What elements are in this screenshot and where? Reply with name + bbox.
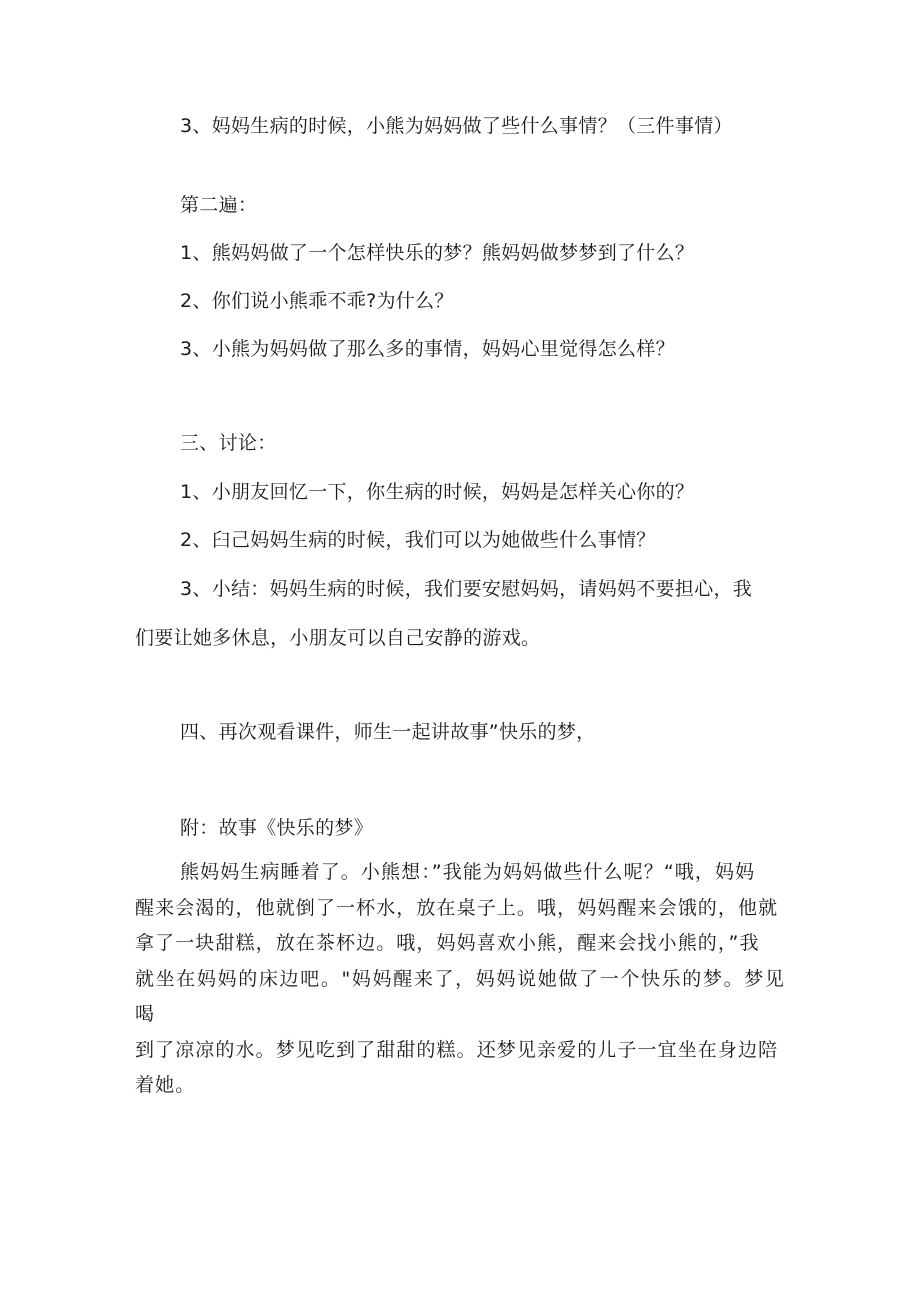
discussion-heading: 三、讨论： (180, 432, 277, 454)
question-mother-sick-what-did-bear-do: 3、妈妈生病的时候，小熊为妈妈做了些什么事情？（三件事情） (180, 115, 733, 137)
story-line: 熊妈妈生病睡着了。小熊想：”我能为妈妈做些什么呢？“哦，妈妈 (180, 861, 756, 883)
discussion-summary-line-2: 们要让她多休息，小朋友可以自己安静的游戏。 (135, 627, 541, 649)
story-paragraph (135, 855, 785, 1104)
story-line: 到了凉凉的水。梦见吃到了甜甜的糕。还梦见亲爱的儿子一宜坐在身边陪 (135, 1038, 779, 1061)
story-line: 就坐在妈妈的床边吧。"妈妈醒来了，妈妈说她做了一个快乐的梦。梦见喝 (135, 967, 785, 1025)
discussion-question-1: 1、小朋友回忆一下，你生病的时候，妈妈是怎样关心你的？ (180, 481, 695, 503)
appendix-heading: 附：故事《快乐的梦》 (180, 817, 374, 839)
discussion-summary-line-1: 3、小结：妈妈生病的时候，我们要安慰妈妈，请妈妈不要担心，我 (180, 578, 753, 600)
story-line: 着她。 (135, 1074, 196, 1096)
step-four-text: 四、再次观看课件，师生一起讲故事”快乐的梦， (180, 721, 596, 743)
discussion-question-2: 2、臼己妈妈生病的时候，我们可以为她做些什么事情？ (180, 529, 656, 551)
second-reading-question-1: 1、熊妈妈做了一个怎样快乐的梦？熊妈妈做梦梦到了什么？ (180, 242, 695, 264)
story-line: 拿了一块甜糕，放在茶杯边。哦，妈妈喜欢小熊，醒来会找小熊的，”我 (135, 932, 760, 954)
second-reading-question-2: 2、你们说小熊乖不乖?为什么？ (180, 290, 454, 312)
story-line: 醒来会渴的，他就倒了一杯水，放在桌子上。哦，妈妈醒来会饿的，他就 (135, 896, 779, 919)
second-reading-heading: 第二遍： (180, 194, 258, 216)
second-reading-question-3: 3、小熊为妈妈做了那么多的事情，妈妈心里觉得怎么样？ (180, 338, 675, 360)
